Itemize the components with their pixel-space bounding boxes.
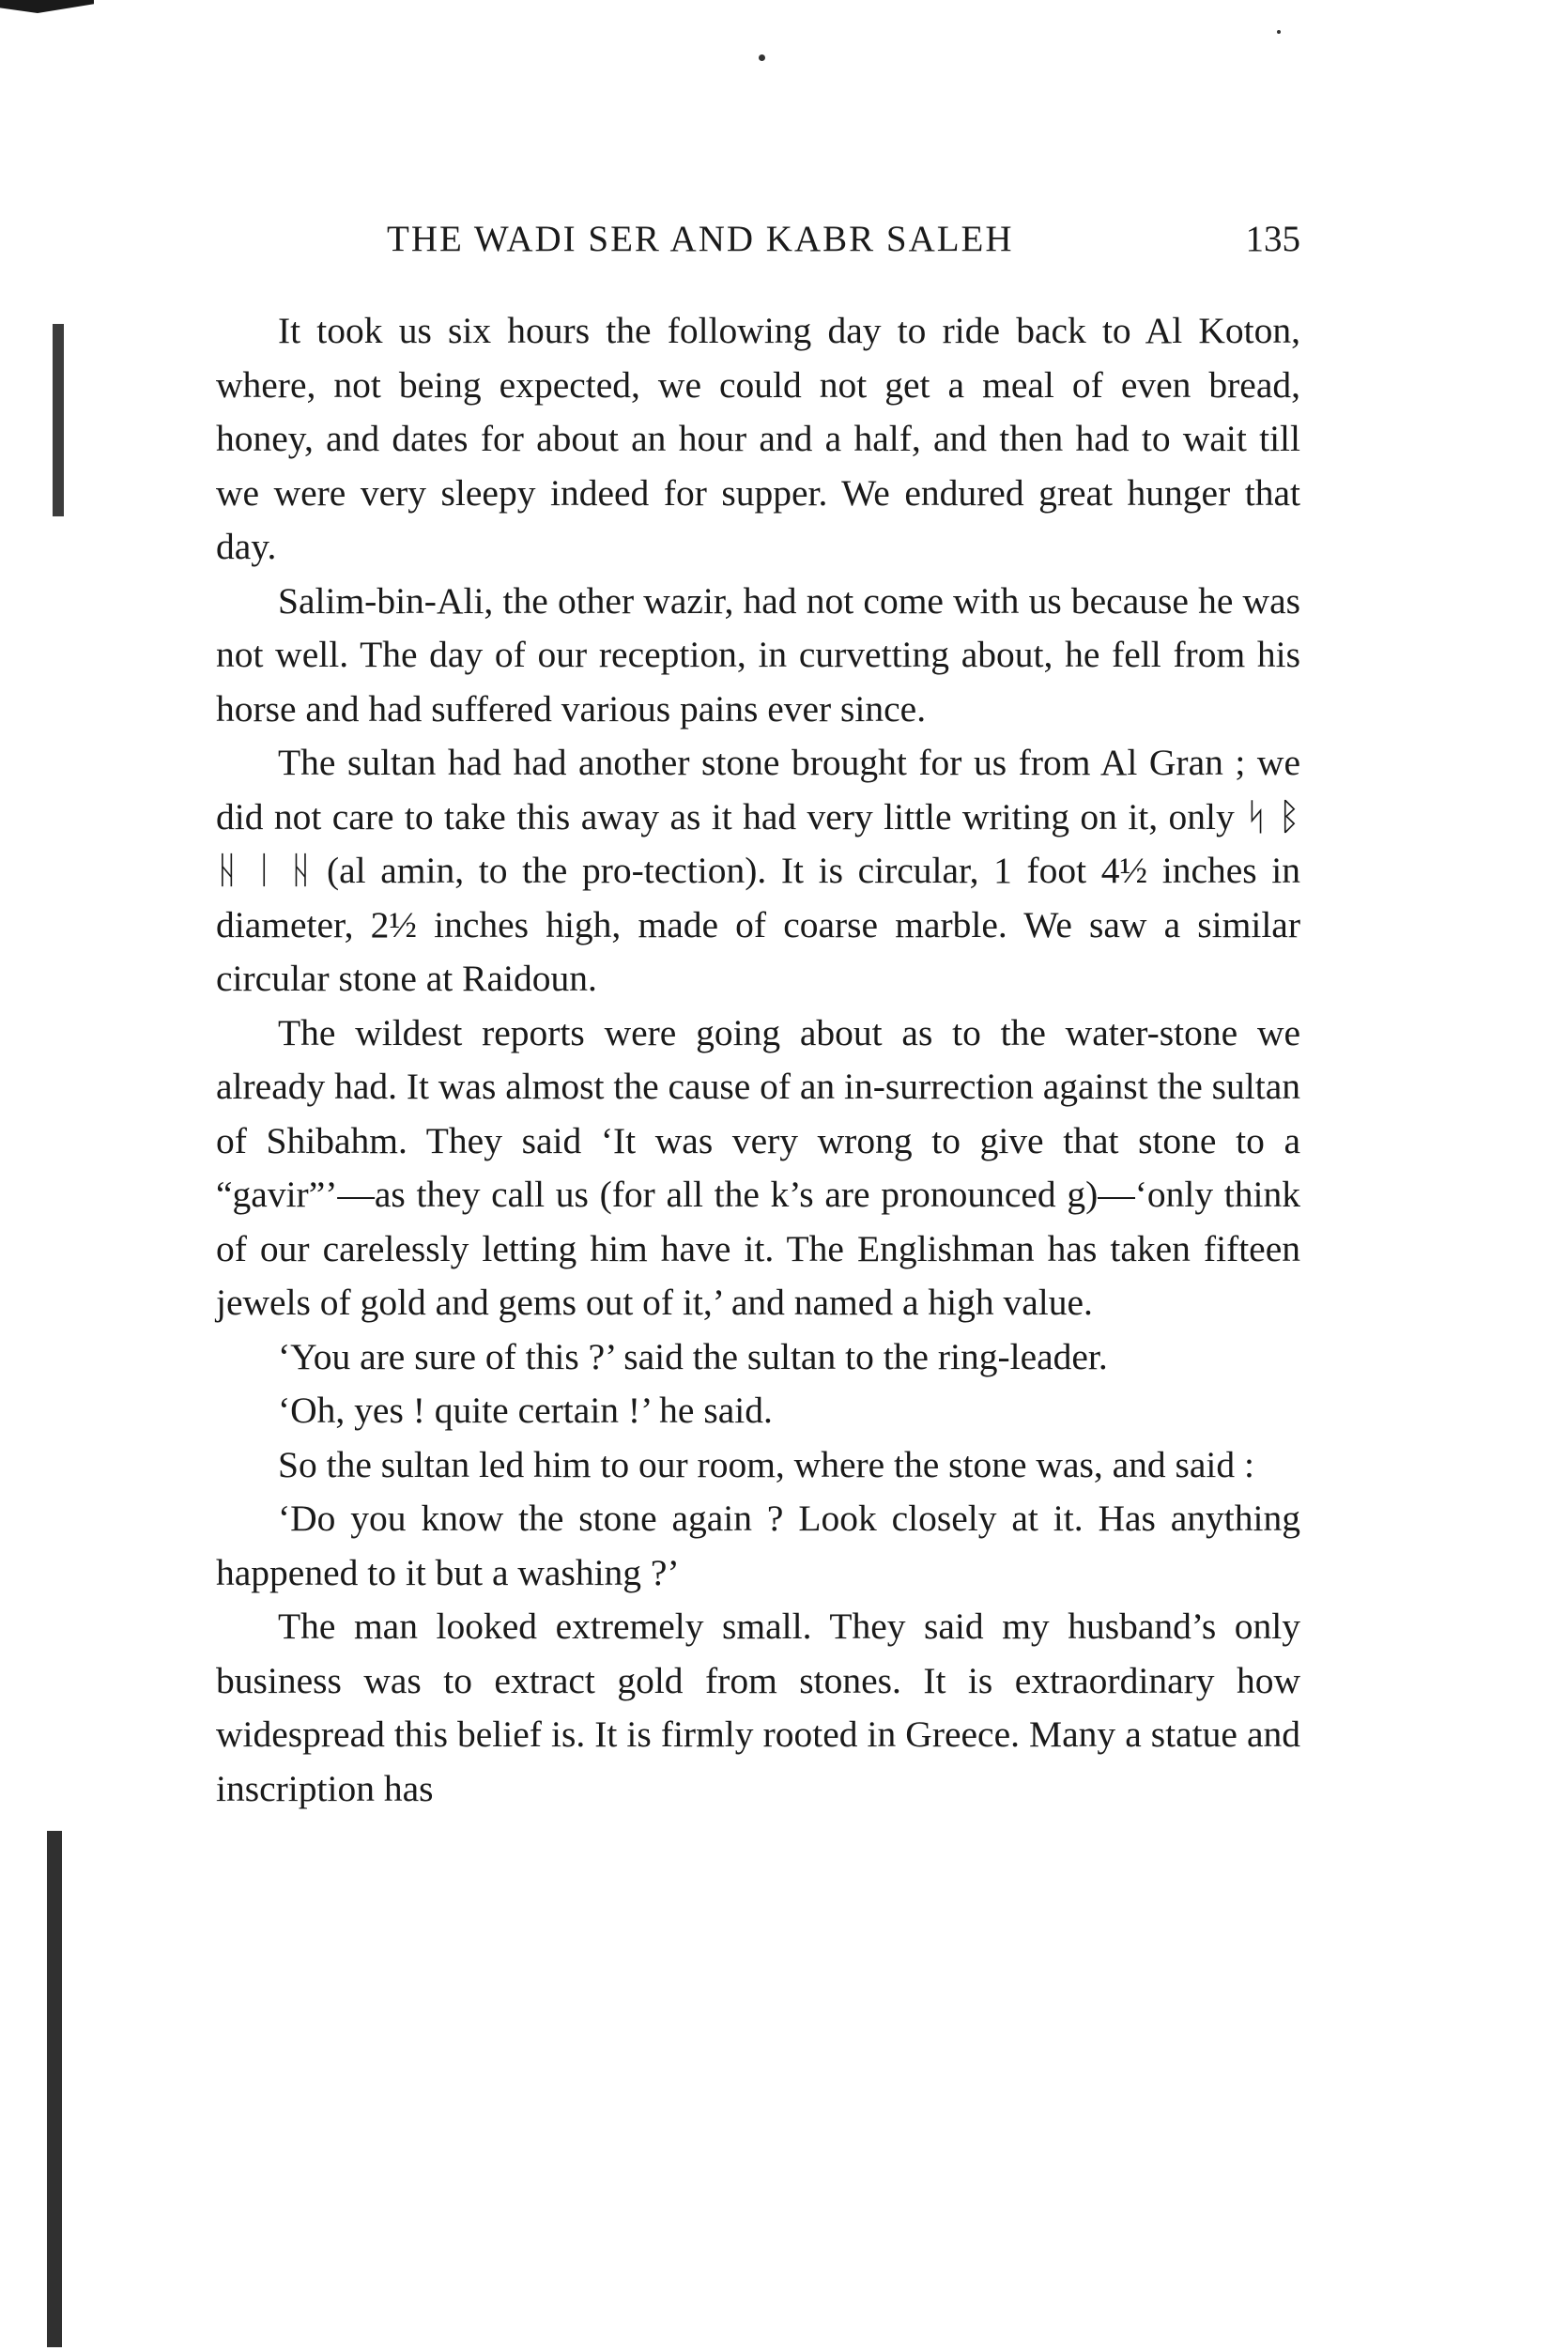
binding-shadow-lower [47,1831,62,2347]
paragraph-2: Salim-bin-Ali, the other wazir, had not come with us because he was not well. The day of our reception, in curvetting about, he fell from his horse and had suffered various pains ever since. [216,579,1300,730]
running-head: THE WADI SER AND KABR SALEH [387,219,1014,259]
speck-top [759,54,765,61]
scan-mark-top-left [0,0,94,13]
speck-top-right [1277,30,1281,34]
binding-shadow-upper [53,324,64,516]
paragraph-1: It took us six hours the following day to ride back to Al Koton, where, not being expected, we could not get a meal of even bread, honey, and dates for about an hour and a half, and then had to wait till we were very sleepy indeed for supper. We endured great hunger that day. [216,310,1300,567]
body-text [216,304,1300,1816]
paragraph-9: The man looked extremely small. They said my husband’s only business was to extract gold from stones. It is extraordinary how widespread this belief is. It is firmly rooted in Greece. Many a statue and inscription has [216,1606,1300,1809]
page-header [216,218,1300,274]
paragraph-6: ‘Oh, yes ! quite certain !’ he said. [278,1390,773,1431]
paragraph-8: ‘Do you know the stone again ? Look closely at it. Has anything happened to it but a washing ?’ [216,1498,1300,1593]
paragraph-3: The sultan had had another stone brought for us from Al Gran ; we did not care to take this away as it had very little writing on it, only ᛋ ᛒ ᚺ ᛁ ᚺ (al amin, to the pro-tection). It is circular, 1 foot 4½ inches in diameter, 2½ inches high, made of coarse marble. We saw a similar circular stone at Raidoun. [216,742,1300,999]
page-number: 135 [1245,219,1300,259]
paragraph-5: ‘You are sure of this ?’ said the sultan to the ring-leader. [278,1335,1108,1377]
paragraph-7: So the sultan led him to our room, where the stone was, and said : [278,1443,1254,1485]
paragraph-4: The wildest reports were going about as to the water-stone we already had. It was almost the cause of an in-surrection against the sultan of Shibahm. They said ‘It was very wrong to give that stone to a “gavir”’—as they call us (for all the k’s are pronounced g)—‘only think of our carelessly letting him have it. The Englishman has taken fifteen jewels of gold and gems out of it,’ and named a high value. [216,1011,1300,1323]
